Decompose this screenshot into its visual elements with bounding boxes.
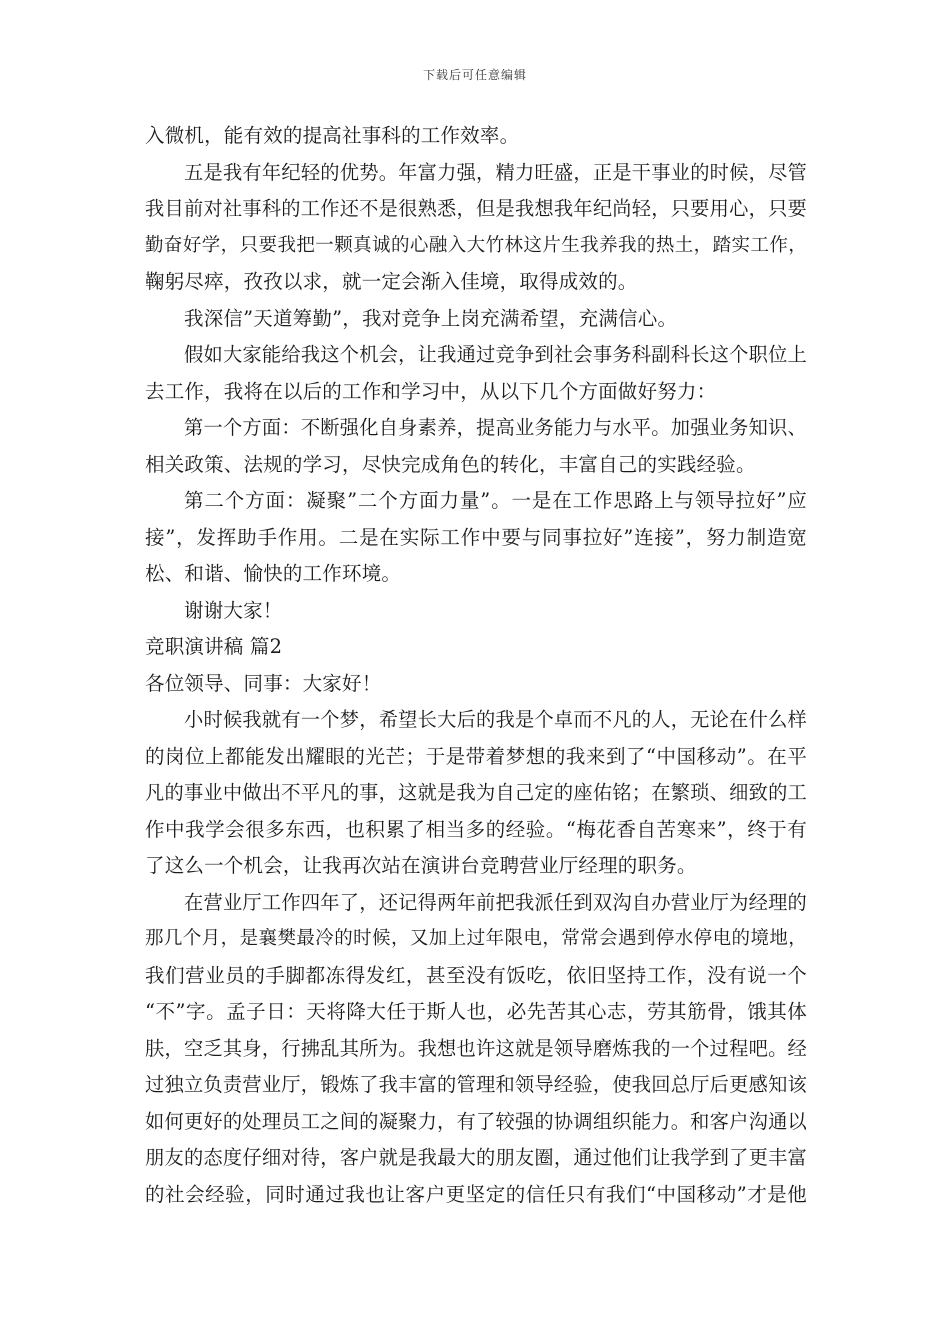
text-line: 如何更好的处理员工之间的凝聚力，有了较强的协调组织能力。和客户沟通以 [145, 1109, 807, 1133]
text-line: 谢谢大家！ [184, 598, 283, 622]
text-line: 勤奋好学，只要我把一颗真诚的心融入大竹林这片生我养我的热土，踏实工作， [145, 234, 807, 256]
text-line: 的社会经验，同时通过我也让客户更坚定的信任只有我们“中国移动”才是他 [145, 1182, 807, 1206]
text-line: 了这么一个机会，让我再次站在演讲台竞聘营业厅经理的职务。 [145, 854, 697, 877]
document-body [145, 118, 807, 1213]
page-header: 下载后可任意编辑 [422, 68, 527, 82]
text-line: 我们营业员的手脚都冻得发红，甚至没有饭吃，依旧坚持工作，没有说一个 [145, 963, 807, 987]
text-line: 我深信”天道筹勤”，我对竞争上岗充满希望，充满信心。 [184, 306, 678, 330]
text-line: 松、和谐、愉快的工作环境。 [145, 562, 402, 585]
text-line: 五是我有年纪轻的优势。年富力强，精力旺盛，正是干事业的时候，尽管 [184, 160, 807, 184]
text-line: 接”，发挥助手作用。二是在实际工作中要与同事拉好”连接”，努力制造宽 [145, 525, 807, 549]
text-line: 我目前对社事科的工作还不是很熟悉，但是我想我年纪尚轻，只要用心，只要 [145, 197, 807, 220]
text-line: 假如大家能给我这个机会，让我通过竞争到社会事务科副科长这个职位上 [184, 343, 807, 366]
text-line: 作中我学会很多东西，也积累了相当多的经验。“梅花香自苦寒来”，终于有 [145, 817, 807, 841]
text-line: “不”字。孟子日：天将降大任于斯人也，必先苦其心志，劳其筋骨，饿其体 [145, 1000, 807, 1023]
salutation: 各位领导、同事：大家好！ [145, 671, 382, 695]
text-line: 那几个月，是襄樊最冷的时候，又加上过年限电，常常会遇到停水停电的境地， [145, 928, 807, 949]
text-line: 的岗位上都能发出耀眼的光芒；于是带着梦想的我来到了“中国移动”。在平 [145, 744, 807, 768]
text-line: 肤，空乏其身，行拂乱其所为。我想也许这就是领导磨炼我的一个过程吧。经 [145, 1036, 807, 1060]
text-line: 小时候我就有一个梦，希望长大后的我是个卓而不凡的人，无论在什么样 [184, 708, 807, 731]
text-line: 去工作，我将在以后的工作和学习中，从以下几个方面做好努力： [145, 379, 717, 403]
text-line: 凡的事业中做出不平凡的事，这就是我为自己定的座佑铭；在繁琐、细致的工 [145, 781, 807, 804]
text-line: 入微机，能有效的提高社事科的工作效率。 [145, 124, 520, 147]
text-line: 朋友的态度仔细对待，客户就是我最大的朋友圈，通过他们让我学到了更丰富 [145, 1146, 807, 1169]
text-line: 第二个方面：凝聚”二个方面力量”。一是在工作思路上与领导拉好”应 [184, 489, 807, 512]
text-line: 第一个方面：不断强化自身素养，提高业务能力与水平。加强业务知识、 [184, 416, 807, 439]
section-title: 竞职演讲稿 篇2 [145, 635, 283, 658]
text-line: 相关政策、法规的学习，尽快完成角色的转化，丰富自己的实践经验。 [145, 452, 756, 476]
text-line: 过独立负责营业厅，锻炼了我丰富的管理和领导经验，使我回总厅后更感知该 [145, 1073, 807, 1096]
text-line: 在营业厅工作四年了，还记得两年前把我派任到双沟自办营业厅为经理的 [184, 890, 807, 914]
text-line: 鞠躬尽瘁，孜孜以求，就一定会渐入佳境，取得成效的。 [145, 270, 638, 293]
